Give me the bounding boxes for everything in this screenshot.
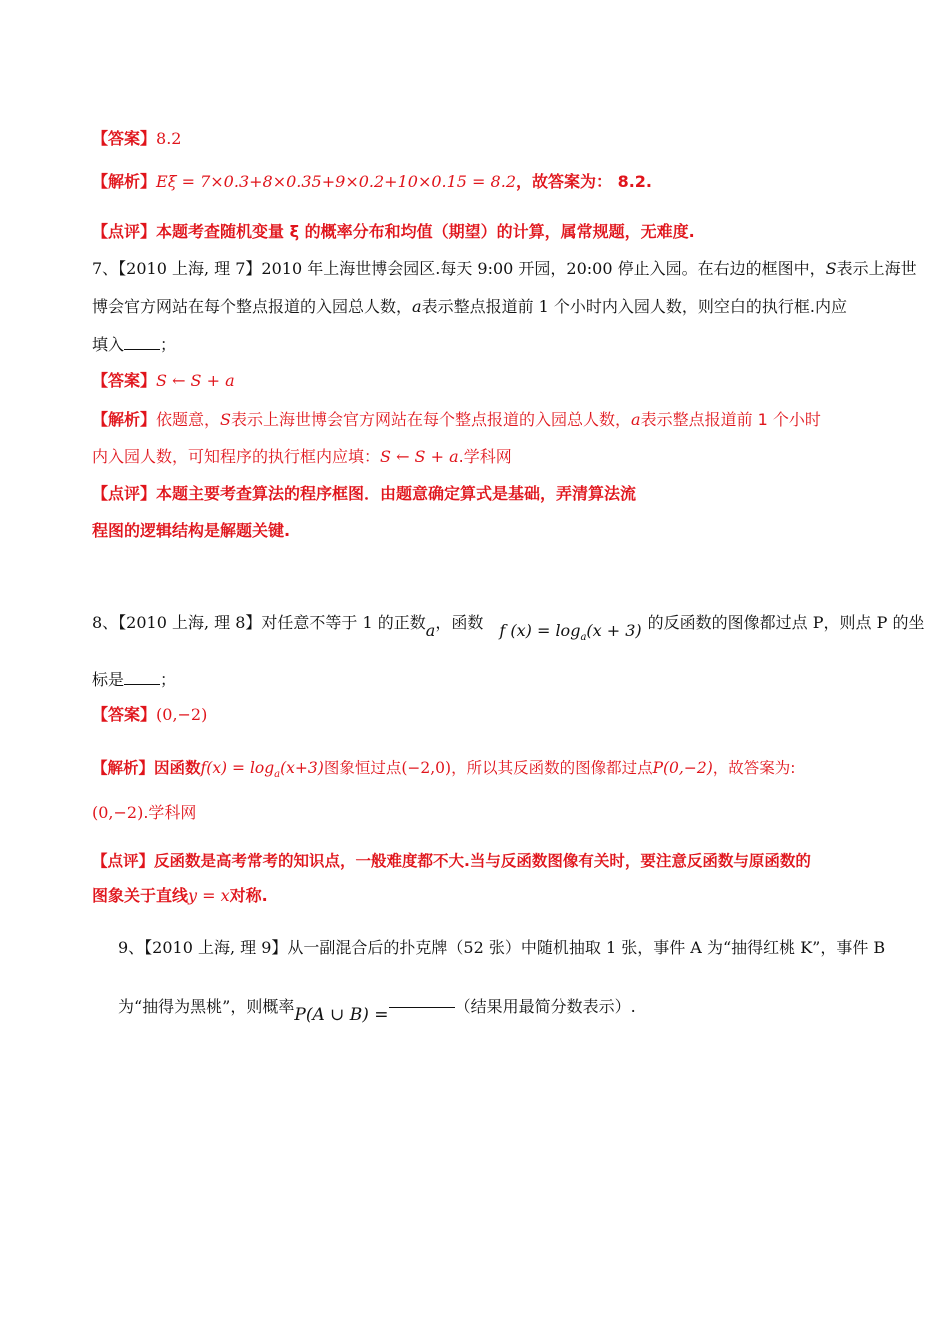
analysis-text: 表示上海世博会官方网站在每个整点报道的入园总人数， (231, 410, 632, 429)
analysis-var-a: a (631, 410, 641, 429)
q7-answer (92, 370, 235, 392)
q9-stem-text: 为“抽得为黑桃”，则概率 (118, 997, 295, 1016)
q8-stem-line1 (92, 608, 924, 645)
q7-var-a: a (412, 297, 422, 316)
answer-value: (0,−2) (156, 705, 208, 724)
q7-analysis-line1 (92, 409, 821, 431)
analysis-text: .学科网 (143, 803, 197, 822)
q7-stem-line2 (92, 296, 847, 318)
answer-tag: 【答案】 (92, 371, 157, 390)
q8-function-formula (499, 621, 642, 644)
formula-sub: a (274, 769, 281, 781)
q7-var-s: S (825, 259, 837, 278)
q6-comment (92, 221, 695, 243)
comment-text: 反函数是高考常考的知识点，一般难度都不大.当与反函数图像有关时，要注意反函数与原函数的 (154, 852, 811, 870)
q6-answer (92, 128, 181, 150)
q9-probability-formula: P(A ∪ B) = (294, 1005, 389, 1025)
q8-stem-text: 的反函数的图像都过点 P，则点 P 的坐 (647, 613, 925, 632)
comment-text: 本题考查随机变量 ξ 的概率分布和均值（期望）的计算，属常规题，无难度. (156, 222, 695, 241)
analysis-text: ，故答案为: (712, 759, 796, 777)
answer-tag: 【答案】 (92, 129, 157, 148)
analysis-text: 表示整点报道前 1 个小时 (640, 410, 821, 429)
q7-fill-tail: ； (160, 335, 177, 354)
analysis-tag: 【解析】 (92, 172, 157, 191)
q7-comment-line1 (92, 483, 636, 505)
q7-stem-line1 (92, 258, 917, 280)
q7-stem-text3: 表示整点报道前 1 个小时内入园人数，则空白的执行框.内应 (421, 297, 848, 316)
q7-answer-blank (124, 335, 160, 350)
comment-text: 对称. (229, 886, 268, 905)
analysis-point: P(0,−2) (652, 759, 713, 777)
answer-tag: 【答案】 (92, 705, 157, 724)
q6-analysis (92, 171, 652, 193)
formula-tail: (x+3) (280, 759, 324, 777)
formula-main: f(x) = log (200, 759, 275, 777)
comment-formula: y = x (188, 886, 230, 905)
q8-analysis-line1 (92, 757, 795, 786)
comment-text: 程图的逻辑结构是解题关键. (92, 521, 291, 540)
q7-stem-line3 (92, 334, 176, 356)
answer-value: S ← S + a (156, 371, 235, 390)
q8-fill-tail: ； (160, 670, 177, 689)
comment-tag: 【点评】 (92, 222, 157, 241)
q9-answer-blank (389, 993, 455, 1008)
q8-fill-label: 标是 (92, 670, 125, 689)
q9-stem-line1 (118, 937, 885, 959)
analysis-text: 图象恒过点 (323, 759, 402, 777)
q8-analysis-line2 (92, 802, 196, 824)
q8-comment-line2 (92, 885, 268, 907)
comment-tag: 【点评】 (92, 852, 155, 870)
analysis-text: ，故答案为： 8.2. (516, 172, 652, 191)
formula-tail: (x + 3) (586, 621, 642, 640)
comment-text: 图象关于直线 (92, 886, 189, 905)
q7-stem-text2: 博会官方网站在每个整点报道的入园总人数， (92, 297, 413, 316)
q9-stem-line2 (118, 992, 636, 1025)
q8-stem-line2 (92, 669, 176, 691)
q8-stem-text: ，函数 (435, 613, 484, 632)
analysis-text: ，所以其反函数的图像都过点 (451, 759, 653, 777)
analysis-text: 内入园人数，可知程序的执行框内应填： (92, 447, 381, 466)
q8-answer (92, 704, 207, 726)
q7-comment-line2 (92, 520, 290, 542)
analysis-value: (0,−2) (92, 803, 144, 822)
q7-stem-tail: 表示上海世 (836, 259, 917, 278)
comment-text: 本题主要考查算法的程序框图．由题意确定算式是基础，弄清算法流 (156, 484, 637, 503)
q8-var-a: a (425, 621, 436, 640)
q7-analysis-line2 (92, 446, 512, 468)
formula-main: f (x) = log (499, 621, 581, 640)
analysis-tag: 【解析】 (92, 759, 155, 777)
analysis-formula: Eξ = 7×0.3+8×0.35+9×0.2+10×0.15 = 8.2 (156, 172, 516, 191)
comment-tag: 【点评】 (92, 484, 157, 503)
analysis-text: .学科网 (458, 447, 512, 466)
answer-value: 8.2 (156, 129, 182, 148)
analysis-formula: S ← S + a (380, 447, 459, 466)
q9-stem-text: （结果用最简分数表示）. (454, 997, 636, 1016)
q7-stem-text: 7、【2010 上海, 理 7】2010 年上海世博会园区.每天 9:00 开园，20:00 停止入园。在右边的框图中， (92, 259, 826, 278)
analysis-text: 依题意， (156, 410, 221, 429)
formula-sub: a (580, 632, 587, 644)
analysis-formula (200, 759, 324, 781)
analysis-tag: 【解析】 (92, 410, 157, 429)
q8-answer-blank (124, 670, 160, 685)
analysis-text: 因函数 (154, 759, 201, 777)
q7-fill-label: 填入 (92, 335, 125, 354)
q9-stem-text: 9、【2010 上海, 理 9】从一副混合后的扑克牌（52 张）中随机抽取 1 张，事件 A 为“抽得红桃 K”，事件 B (118, 938, 886, 957)
analysis-point: (−2,0) (401, 759, 452, 777)
q8-stem-text: 8、【2010 上海, 理 8】对任意不等于 1 的正数 (92, 613, 426, 632)
analysis-var-s: S (220, 410, 231, 429)
q8-comment-line1 (92, 850, 811, 872)
